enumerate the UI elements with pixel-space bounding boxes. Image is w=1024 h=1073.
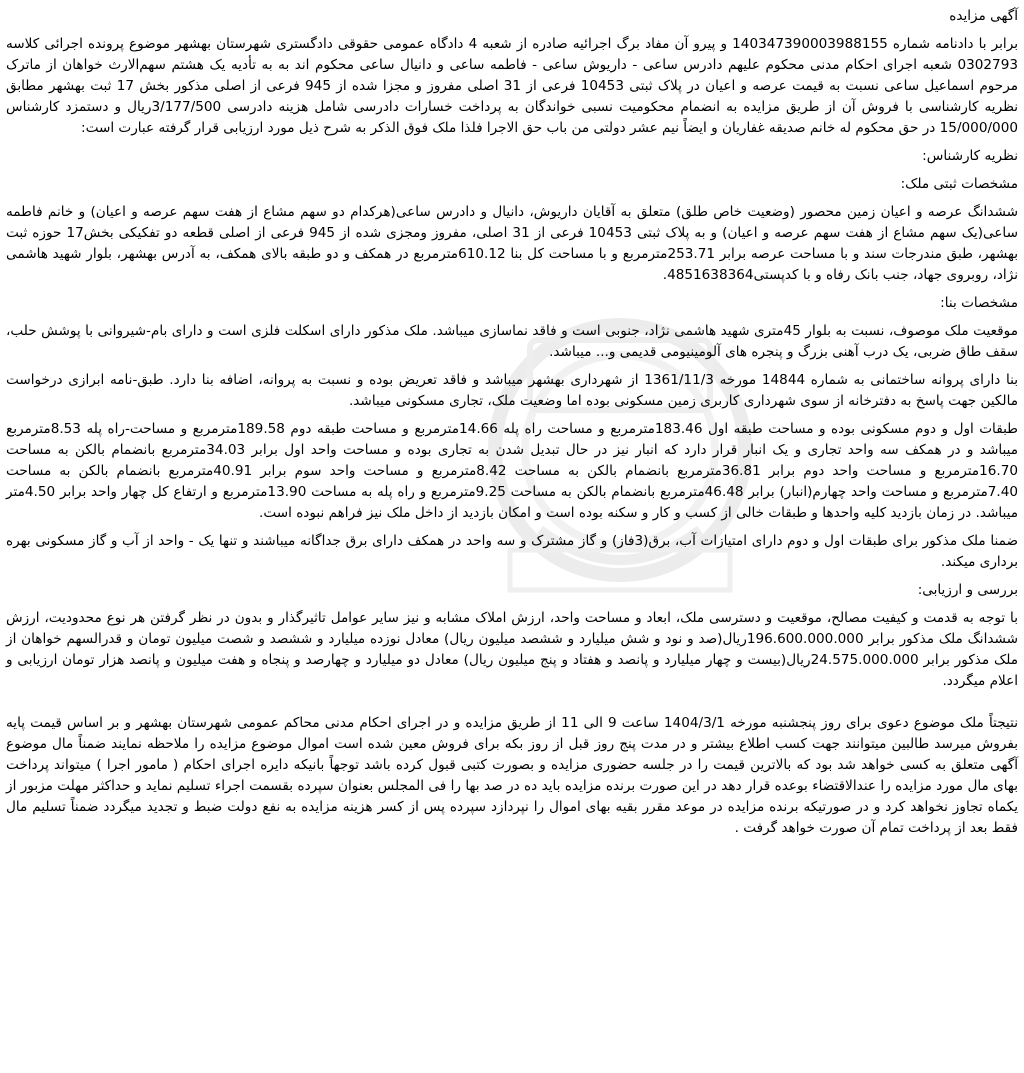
valuation-heading: بررسی و ارزیابی: <box>917 582 1018 598</box>
document-content <box>6 6 1018 839</box>
expert-heading: نظریه کارشناس: <box>922 148 1018 164</box>
building-paragraph-4: ضمنا ملک مذکور برای طبقات اول و دوم دارای امتیازات آب، برق(3فاز) و گاز مشترک و سه واحد در همکف دارای برق جداگانه میباشند و تنها یک - واحد از آب و گاز مسکونی بهره برداری میکند. <box>6 533 1019 570</box>
building-paragraph-3: طبقات اول و دوم مسکونی بوده و مساحت طبقه اول 183.46مترمربع و مساحت راه پله 14.66مترمربع و مساحت طبقه دوم 189.58مترمربع و مساحت-راه پله 8.53مترمربع میباشد و در همکف سه واحد تجاری و یک انبار قرار دارد که انبار نیز در حال تبدیل شدن به تجاری بوده و مساحت واحد اول برابر 34.03مترمربع بانضمام بالکن به مساحت 16.70مترمربع و مساحت واحد دوم برابر 36.81مترمربع بانضمام بالکن به مساحت 8.42مترمربع و مساحت واحد سوم برابر 40.91مترمربع بانضمام بالکن به مساحت 7.40مترمربع و مساحت واحد چهارم(انبار) برابر 46.48مترمربع بانضمام بالکن به مساحت 9.25مترمربع و راه پله به مساحت 13.90مترمربع و ارتفاع کل چهار واحد برابر 4.50متر میباشد. در زمان بازدید کلیه واحدها و طبقات خالی از کسب و کار و سکنه بوده است و امکان بازدید از داخل ملک نیز فراهم نبوده است. <box>6 421 1019 521</box>
document-title: آگهی مزایده <box>949 8 1018 24</box>
conclusion-paragraph: نتیجتاً ملک موضوع دعوی برای روز پنجشنبه مورخه 1404/3/1 ساعت 9 الی 11 از طریق مزایده و در اجرای احکام مدنی محاکم عمومی شهرستان بهشهر و بر اساس قیمت پایه بفروش میرسد طالبین میتوانند جهت کسب اطلاع بیشتر و در مدت پنج روز قبل از روز بکه برای فروش معین شده است اموال موضوع مزایده را ملاحظه نمایند ضمناً مال موضوع آگهی متعلق به کسی خواهد شد بود که بالاترین قیمت را در جلسه حضوری مزایده و بصورت کتبی قبول کرده باشد توجهاً بانیکه دایره اجرای احکام ( مامور اجرا ) میتواند پرداخت بهای مال مورد مزایده را عندالاقتضاء بوعده قرار دهد در این صورت برنده مزایده باید ده در صد بها را فی المجلس بعنوان سپرده بقسمت اجراء تسلیم نماید و حداکثر مهلت مزبور از یکماه تجاوز نخواهد کرد و در صورتیکه برنده مزایده در موعد مقرر بقیه بهای اموال را نپردازد سپرده پس از کسر هزینه مزایده به نفع دولت ضبط و تجدید میگردد ضمناً تسلیم مال فقط بعد از پرداخت تمام آن صورت خواهد گرفت . <box>6 715 1018 836</box>
section-gap <box>6 699 1018 713</box>
intro-paragraph: برابر با دادنامه شماره 140347390003988155 و پیرو آن مفاد برگ اجرائیه صادره از شعبه 4 دادگاه عمومی حقوقی دادگستری شهرستان بهشهر موضوع پرونده اجرائی کلاسه 0302793 شعبه اجرای احکام مدنی محکوم علیهم دادرس ساعی - داریوش ساعی - فاطمه ساعی و دانیال ساعی محکوم اند به به تأدیه یک هشتم سهم‌الارث خواهان از ماترک مرحوم اسماعیل ساعی نسبت به قیمت عرصه و اعیان در پلاک ثبتی 10453 فرعی از 31 اصلی مفروز و مجزا شده از 945 فرعی از اصلی مذکور بخش 17 ثبت بهشهر مطابق نظریه کارشناسی با فروش آن از طریق مزایده به انضمام محکومیت نسبی خواندگان به پرداخت خسارات دادرسی شامل هزینه دادرسی 3/177/500ریال و دستمزد کارشناس 15/000/000 در حق محکوم له خانم صدیقه غفاریان و ایضاً نیم عشر دولتی من باب حق الاجرا فلذا ملک فوق الذکر به شرح ذیل مورد ارزیابی قرار گرفته عبارت است: <box>6 36 1019 136</box>
building-paragraph-1: موقعیت ملک موصوف، نسبت به بلوار 45متری شهید هاشمی نژاد، جنوبی است و فاقد نماسازی میباشد. ملک مذکور دارای اسکلت فلزی است و دارای بام-شیروانی با پوشش حلب، سقف طاق ضربی، یک درب آهنی بزرگ و پنجره های آلومینیومی قدیمی و... میباشد. <box>6 323 1018 360</box>
building-paragraph-2: بنا دارای پروانه ساختمانی به شماره 14844 مورخه 1361/11/3 از شهرداری بهشهر میباشد و فاقد تعریض بوده و نسبت به پروانه، اضافه بنا دارد. طبق-نامه ابرازی درخواست مالکین جهت پاسخ به دفترخانه از سوی شهرداری کاربری زمین مسکونی بوده اما وضعیت ملک، تجاری مسکونی میباشد. <box>6 372 1019 409</box>
valuation-paragraph: با توجه به قدمت و کیفیت مصالح، موقعیت و دسترسی ملک، ابعاد و مساحت واحد، ارزش املاک مشابه و نیز سایر عوامل تاثیرگذار و بدون در نظر گرفتن هر نوع محدودیت، ارزش ششدانگ ملک مذکور برابر 196.600.000.000ریال(صد و نود و شش میلیارد و ششصد میلیون ریال) معادل نوزده میلیارد و ششصد و شصت میلیون تومان و قدرالسهم خواهان از ملک مذکور برابر 24.575.000.000ریال(بیست و چهار میلیارد و پانصد و هفتاد و پنج میلیون ریال) معادل دو میلیارد و چهارصد و پنجاه و هفت میلیون و پانصد هزار تومان ارزیابی و اعلام میگردد. <box>6 610 1019 689</box>
registry-heading: مشخصات ثبتی ملک: <box>900 176 1018 192</box>
registry-paragraph: ششدانگ عرصه و اعیان زمین محصور (وضعیت خاص طلق) متعلق به آقایان داریوش، دانیال و دادرس ساعی(هرکدام دو سهم مشاع از هفت سهم عرصه و اعیان) و خانم فاطمه ساعی(یک سهم مشاع از هفت سهم عرصه و اعیان) و به پلاک ثبتی 10453 فرعی از 31 اصلی، مفروز ومجزی شده از 945 فرعی از اصلی قطعه دو تفکیکی بخش17 حوزه ثبت بهشهر، طبق مندرجات سند و با مساحت عرصه برابر 253.71مترمربع و با مساحت کل بنا 610.12مترمربع در همکف و دو طبقه بالای همکف، به آدرس بهشهر، بلوار شهید هاشمی نژاد، روبروی جهاد، جنب بانک رفاه و با کدپستی4851638364. <box>6 204 1018 283</box>
building-heading: مشخصات بنا: <box>940 295 1018 311</box>
